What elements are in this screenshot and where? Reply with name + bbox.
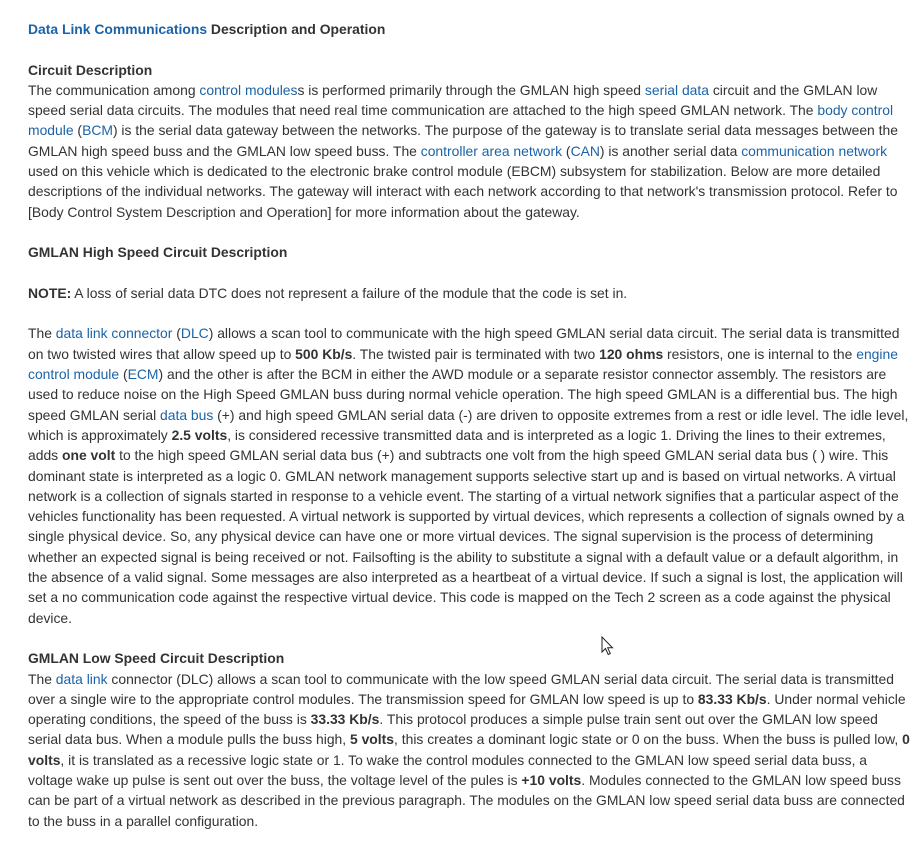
- link-data-bus[interactable]: data bus: [160, 406, 214, 423]
- text: , this creates a dominant logic state or 0 on the buss. When the buss is pulled low,: [394, 731, 903, 748]
- note-paragraph: [28, 283, 913, 303]
- text: , is considered recessive transmitted data and is interpreted as a logic 1. Driving the lines to their extremes, adds: [28, 426, 886, 464]
- note-text: A loss of serial data DTC does not represent a failure of the module that the code is set in.: [71, 284, 628, 301]
- text: ) is the serial data gateway between the networks. The purpose of the gateway is to translate serial data messages between the GMLAN high speed buss and the GMLAN low speed buss. The: [28, 122, 898, 159]
- high-speed-paragraph: [28, 323, 913, 627]
- bold-resistance: 120 ohms: [599, 345, 664, 362]
- text: ) allows a scan tool to communicate with the high speed GMLAN serial data circuit. The serial data is transmitted on two twisted wires that allow speed up to: [28, 325, 900, 362]
- text: The: [28, 670, 56, 687]
- document-body: [28, 19, 913, 831]
- text: . Modules connected to the GMLAN low speed buss can be part of a virtual network as described in the previous paragraph. The modules on the GMLAN low speed serial data buss are connected to the buss in a parallel configuration.: [28, 771, 905, 829]
- link-control-modules[interactable]: control modules: [199, 81, 298, 98]
- bold-idle-voltage: 2.5 volts: [171, 426, 228, 443]
- text: . Under normal vehicle operating conditions, the speed of the buss is: [28, 690, 906, 728]
- link-data-link-connector[interactable]: data link connector: [55, 325, 173, 342]
- spacer: [28, 628, 913, 648]
- circuit-description-paragraph: [28, 80, 913, 222]
- link-serial-data[interactable]: serial data: [644, 81, 709, 98]
- text: resistors, one is internal to the: [663, 345, 857, 362]
- link-can[interactable]: CAN: [570, 142, 600, 159]
- bold-wake-voltage: +10 volts: [521, 771, 582, 788]
- link-communication-network[interactable]: communication network: [741, 142, 888, 159]
- text: (: [73, 122, 83, 139]
- spacer: [28, 303, 913, 323]
- bold-high-voltage: 5 volts: [350, 731, 395, 748]
- text: connector (DLC) allows a scan tool to communicate with the low speed GMLAN serial data circuit. The serial data is transmitted over a single wire to the appropriate control modules. The transmission speed for GMLAN low speed is up to: [28, 670, 894, 707]
- bold-low-voltage: 0 volts: [28, 731, 910, 768]
- text: s is performed primarily through the GMLAN high speed: [297, 81, 645, 98]
- low-speed-heading: GMLAN Low Speed Circuit Description: [28, 650, 285, 667]
- text: to the high speed GMLAN serial data bus (+) and subtracts one volt from the high speed GMLAN serial data bus ( ) wire. This dominant state is interpreted as a logic 0. GMLAN network management supports selective start up and is based on virtual networks. A virtual network is a collection of signals started in response to a vehicle event. The starting of a virtual network signifies that a particular aspect of the vehicles functionality has been requested. A virtual network is supported by virtual devices, which represents a collection of signals owned by a single physical device. So, any physical device can have one or more virtual devices. The signal supervision is the process of determining whether an expected signal is being received or not. Failsofting is the ability to substitute a signal with a default value or a default algorithm, in the absence of a valid signal. Some messages are also interpreted as a heartbeat of a virtual device. If such a signal is lost, the application will set a no communication code against the respective virtual device. This code is mapped on the Tech 2 screen as a code against the physical device.: [28, 447, 905, 626]
- text: (: [562, 142, 571, 159]
- text: ) and the other is after the BCM in either the AWD module or a separate resistor connector assembly. The resistors are used to reduce noise on the High Speed GMLAN buss during normal vehicle operation. The high speed GMLAN is a differential bus. The high speed GMLAN serial: [28, 366, 898, 423]
- text: , it is translated as a recessive logic state or 1. To wake the control modules connected to the GMLAN low speed serial data buss, a voltage wake up pulse is sent out over the buss, the voltage level of the pules is: [28, 751, 868, 788]
- spacer: [28, 263, 913, 283]
- text: used on this vehicle which is dedicated to the electronic brake control module (EBCM) subsystem for stabilization. Below are more detailed descriptions of the individual networks. The gateway will interact with each network according to that network's transmission protocol. Refer to [Body Control System Description and Operation] for more information about the gateway.: [28, 163, 898, 220]
- high-speed-heading: GMLAN High Speed Circuit Description: [28, 244, 288, 261]
- title-link-data-link-communications[interactable]: Data Link Communications: [28, 21, 208, 37]
- note-label: NOTE:: [28, 284, 72, 301]
- link-engine-control-module[interactable]: engine control module: [28, 345, 898, 383]
- link-controller-area-network[interactable]: controller area network: [420, 142, 563, 159]
- spacer: [28, 222, 913, 242]
- bold-normal-speed: 33.33 Kb/s: [310, 711, 380, 728]
- low-speed-paragraph: [28, 669, 913, 831]
- text: (: [172, 325, 181, 342]
- link-bcm[interactable]: BCM: [82, 122, 113, 139]
- text: The: [28, 325, 56, 342]
- link-ecm[interactable]: ECM: [127, 366, 159, 383]
- page-title: [28, 19, 913, 39]
- text: ) is another serial data: [599, 142, 742, 159]
- link-body-control-module[interactable]: body control module: [28, 102, 894, 139]
- bold-max-speed: 83.33 Kb/s: [697, 690, 767, 707]
- text: . The twisted pair is terminated with two: [352, 345, 600, 362]
- title-rest: Description and Operation: [207, 21, 386, 37]
- link-data-link[interactable]: data link: [55, 670, 108, 687]
- text: (: [119, 366, 128, 383]
- link-dlc[interactable]: DLC: [180, 325, 209, 342]
- text: . This protocol produces a simple pulse train sent out over the GMLAN low speed serial data bus. When a module pulls the buss high,: [28, 711, 878, 748]
- text: circuit and the GMLAN low speed serial data circuits. The modules that need real time communication are attached to the high speed GMLAN network. The: [28, 81, 878, 119]
- bold-one-volt: one volt: [61, 447, 116, 464]
- bold-speed: 500 Kb/s: [295, 345, 353, 362]
- text: (+) and high speed GMLAN serial data (-) are driven to opposite extremes from a rest or idle level. The idle level, which is approximately: [28, 406, 909, 443]
- mouse-pointer-icon: [601, 636, 615, 656]
- circuit-description-heading: Circuit Description: [28, 61, 153, 78]
- text: The communication among: [28, 81, 200, 98]
- spacer: [28, 39, 913, 59]
